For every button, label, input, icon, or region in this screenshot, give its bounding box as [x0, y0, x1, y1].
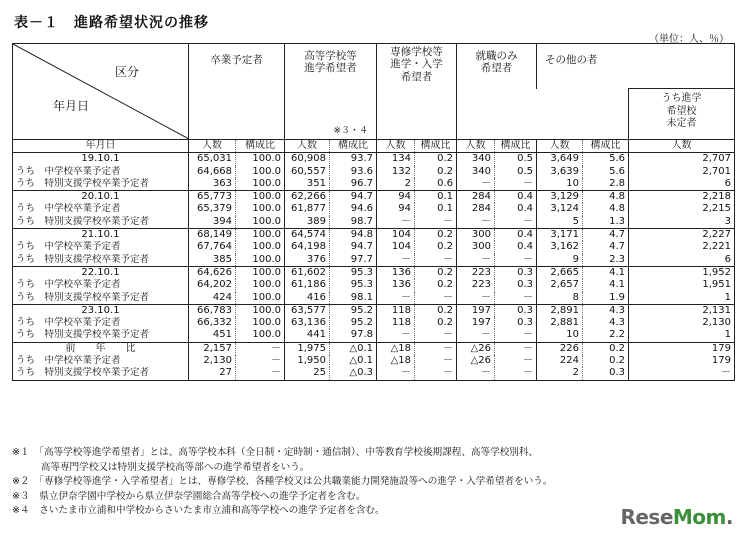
table-cell: 100.0 [236, 241, 285, 253]
table-cell: 0.2 [415, 304, 457, 317]
table-cell: － [457, 292, 495, 305]
header-col1-label: 卒業予定者 [210, 54, 263, 66]
table-cell: 2.8 [583, 178, 629, 191]
subheader-ninzu: 人数 [189, 140, 236, 153]
header-col4 [457, 44, 537, 140]
table-cell: 4.3 [583, 304, 629, 317]
table-cell: 2,157 [189, 342, 236, 355]
table-cell: 3,639 [537, 166, 583, 178]
table-cell: 340 [457, 166, 495, 178]
table-cell: 300 [457, 229, 495, 242]
table-cell: 340 [457, 153, 495, 166]
table-cell: 0.2 [583, 355, 629, 367]
table-cell: 2,881 [537, 317, 583, 329]
table-cell: 3,162 [537, 241, 583, 253]
table-cell: － [495, 254, 537, 267]
table-cell: △0.1 [330, 355, 377, 367]
subheader-ninzu: 人数 [537, 140, 583, 153]
table-cell: 64,202 [189, 279, 236, 291]
header-col5-label: その他の者 [545, 54, 598, 66]
row-sub-label: うち 特別支援学校卒業予定者 [16, 215, 150, 227]
table-cell: 94.6 [330, 203, 377, 215]
unit-label: （単位：人、％） [649, 34, 729, 45]
table-cell: 100.0 [236, 266, 285, 279]
logo-dot: . [725, 505, 733, 529]
table-cell: － [495, 329, 537, 342]
table-cell: － [415, 367, 457, 380]
table-cell: 197 [457, 304, 495, 317]
table-cell: 0.3 [495, 279, 537, 291]
table-cell: 1 [629, 329, 735, 342]
table-cell: － [415, 254, 457, 267]
diagonal-line [13, 44, 189, 139]
header-col5 [537, 44, 735, 89]
table-cell: 394 [189, 216, 236, 229]
table-cell: 0.2 [415, 266, 457, 279]
table-cell: 10 [537, 178, 583, 191]
table-cell: 0.3 [495, 304, 537, 317]
table-cell: 63,136 [285, 317, 330, 329]
table-cell: 0.5 [495, 166, 537, 178]
table-cell: 0.2 [415, 241, 457, 253]
table-cell: 0.2 [583, 342, 629, 355]
table-cell: 4.3 [583, 317, 629, 329]
header-diagonal-cell [13, 44, 189, 140]
table-cell: 136 [377, 266, 415, 279]
table-cell: 2,707 [629, 153, 735, 166]
header-col3-line1: 専修学校等 [390, 46, 443, 58]
table-cell: 1.9 [583, 292, 629, 305]
table-cell: 1,952 [629, 266, 735, 279]
row-sub-label: うち 中学校卒業予定者 [16, 203, 121, 215]
footnote-1a: ※１ 「高等学校等進学希望者」とは、高等学校本科（全日制・定時制・通信制）、中等教育学校後期課程、高等学校別科、 [12, 447, 539, 458]
table-row [13, 317, 735, 329]
table-cell: 60,557 [285, 166, 330, 178]
row-sub-label: うち 中学校卒業予定者 [16, 355, 121, 367]
table-cell: － [236, 355, 285, 367]
table-cell: 6 [629, 254, 735, 267]
row-sub-label: うち 特別支援学校卒業予定者 [16, 329, 150, 341]
table-cell: 100.0 [236, 203, 285, 215]
header-col2 [285, 44, 377, 140]
table-cell: 223 [457, 266, 495, 279]
table-cell: 94.7 [330, 191, 377, 204]
table-cell: 0.4 [495, 203, 537, 215]
table-cell: 2,891 [537, 304, 583, 317]
header-nengappi: 年月日 [53, 99, 90, 113]
table-cell: 100.0 [236, 229, 285, 242]
table-cell: 2,227 [629, 229, 735, 242]
table-cell: 4.1 [583, 266, 629, 279]
subheader-kouseihi: 構成比 [583, 140, 629, 153]
table-cell: 64,626 [189, 266, 236, 279]
table-cell: 4.8 [583, 191, 629, 204]
row-date-label: 22.10.1 [13, 266, 189, 279]
table-cell: 25 [285, 367, 330, 380]
table-cell: 64,198 [285, 241, 330, 253]
table-cell: 424 [189, 292, 236, 305]
table-cell: － [457, 216, 495, 229]
table-row [13, 342, 735, 355]
table-cell: 3 [629, 216, 735, 229]
table-row [13, 216, 735, 229]
table-cell: － [457, 367, 495, 380]
row-sub-label: うち 特別支援学校卒業予定者 [16, 291, 150, 303]
table-cell: 5.6 [583, 166, 629, 178]
table-cell: 96.7 [330, 178, 377, 191]
table-cell: 27 [189, 367, 236, 380]
table-cell: 98.7 [330, 216, 377, 229]
table-row [13, 304, 735, 317]
header-col6-line2: 希望校 [666, 105, 697, 117]
table-cell: 61,602 [285, 266, 330, 279]
footnote-4: ※４ さいたま市立浦和中学校からさいたま市立浦和高等学校への進学予定者を含む。 [12, 505, 385, 517]
table-cell: △0.3 [330, 367, 377, 380]
table-cell: 95.2 [330, 304, 377, 317]
table-cell: － [457, 254, 495, 267]
table-cell: 65,379 [189, 203, 236, 215]
table-cell: 351 [285, 178, 330, 191]
row-sub-label: うち 中学校卒業予定者 [16, 279, 121, 291]
table-cell: 0.5 [495, 153, 537, 166]
table-cell: 100.0 [236, 279, 285, 291]
table-cell: 100.0 [236, 254, 285, 267]
table-cell: 93.6 [330, 166, 377, 178]
subheader-ninzu: 人数 [377, 140, 415, 153]
table-cell: 1 [629, 292, 735, 305]
table-cell: 4.7 [583, 229, 629, 242]
table-cell: 0.6 [415, 178, 457, 191]
row-date-label: 23.10.1 [13, 304, 189, 317]
table-cell: 100.0 [236, 191, 285, 204]
row-sub-label: うち 特別支援学校卒業予定者 [16, 253, 150, 265]
header-col3-line3: 希望者 [400, 70, 433, 83]
table-cell: 389 [285, 216, 330, 229]
row-date-label: 20.10.1 [13, 191, 189, 204]
row-sub-label: うち 中学校卒業予定者 [16, 165, 121, 177]
table-cell: － [495, 355, 537, 367]
footnote-3: ※３ 県立伊奈学園中学校から県立伊奈学園総合高等学校への進学予定者を含む。 [12, 490, 366, 502]
subheader-ninzu: 人数 [629, 140, 735, 153]
table-cell: 2.3 [583, 254, 629, 267]
table-cell: 118 [377, 304, 415, 317]
table-cell: － [377, 254, 415, 267]
table-cell: 100.0 [236, 317, 285, 329]
table-cell: 2,221 [629, 241, 735, 253]
table-cell: － [415, 329, 457, 342]
table-cell: 97.8 [330, 329, 377, 342]
table-cell: 65,031 [189, 153, 236, 166]
table-cell: － [236, 342, 285, 355]
table-cell: 3,649 [537, 153, 583, 166]
table-cell: 226 [537, 342, 583, 355]
table-cell: 134 [377, 153, 415, 166]
table-cell: 64,574 [285, 229, 330, 242]
table-cell: 94.7 [330, 241, 377, 253]
table-cell: 98.1 [330, 292, 377, 305]
table-cell: 67,764 [189, 241, 236, 253]
table-row [13, 191, 735, 204]
table-cell: 100.0 [236, 153, 285, 166]
table-body [13, 153, 735, 380]
table-cell: － [236, 367, 285, 380]
table-cell: 94 [377, 191, 415, 204]
table-cell: 300 [457, 241, 495, 253]
table-cell: 66,332 [189, 317, 236, 329]
table-cell: － [495, 367, 537, 380]
table-cell: 0.2 [415, 153, 457, 166]
table-cell: 1,951 [629, 279, 735, 291]
row-date-label: 19.10.1 [13, 153, 189, 166]
table-cell: △18 [377, 355, 415, 367]
table-cell: △0.1 [330, 342, 377, 355]
table-cell: － [495, 342, 537, 355]
table-cell: 2.2 [583, 329, 629, 342]
career-table [12, 43, 735, 381]
table-cell: － [495, 216, 537, 229]
table-cell: 104 [377, 241, 415, 253]
table-cell: 62,266 [285, 191, 330, 204]
table-cell: 0.3 [583, 367, 629, 380]
table-cell: 6 [629, 178, 735, 191]
table-cell: 2,657 [537, 279, 583, 291]
table-row [13, 292, 735, 305]
table-cell: － [457, 329, 495, 342]
header-col6-line3: 未定者 [666, 118, 697, 130]
table-cell: 284 [457, 203, 495, 215]
table-cell: － [415, 342, 457, 355]
table-cell: － [415, 292, 457, 305]
table-cell: 100.0 [236, 292, 285, 305]
table-row [13, 241, 735, 253]
row-sub-label: うち 中学校卒業予定者 [16, 241, 121, 253]
table-cell: 95.2 [330, 317, 377, 329]
footnote-2: ※２ 「専修学校等進学・入学希望者」とは、専修学校、各種学校又は公共職業能力開発施設等への進学・入学希望者をいう。 [12, 476, 553, 488]
row-date-label: 前 年 比 [13, 342, 189, 355]
table-cell: △26 [457, 342, 495, 355]
table-cell: 0.2 [415, 166, 457, 178]
table-cell: 363 [189, 178, 236, 191]
table-cell: 0.2 [415, 279, 457, 291]
table-cell: 179 [629, 342, 735, 355]
header-kubun: 区分 [115, 65, 140, 79]
table-cell: 1.3 [583, 216, 629, 229]
header-col5-spacer [537, 89, 629, 140]
table-cell: 2,130 [189, 355, 236, 367]
table-cell: 0.1 [415, 191, 457, 204]
table-row [13, 229, 735, 242]
table-cell: 61,877 [285, 203, 330, 215]
table-cell: 2,131 [629, 304, 735, 317]
subheader-kouseihi: 構成比 [415, 140, 457, 153]
subheader-kouseihi: 構成比 [330, 140, 377, 153]
table-row [13, 329, 735, 342]
table-cell: 63,577 [285, 304, 330, 317]
table-cell: 104 [377, 229, 415, 242]
table-cell: 0.2 [415, 229, 457, 242]
resemom-logo [620, 505, 733, 529]
table-cell: － [629, 367, 735, 380]
table-cell: 68,149 [189, 229, 236, 242]
subheader-kouseihi: 構成比 [495, 140, 537, 153]
table-cell: 66,783 [189, 304, 236, 317]
row-sub-label: うち 特別支援学校卒業予定者 [16, 367, 150, 379]
table-cell: 93.7 [330, 153, 377, 166]
header-col6-line1: うち進学 [661, 93, 702, 105]
table-cell: 224 [537, 355, 583, 367]
table-cell: 5 [537, 216, 583, 229]
table-cell: － [377, 329, 415, 342]
table-cell: － [415, 355, 457, 367]
table-cell: 95.3 [330, 266, 377, 279]
table-cell: 2,130 [629, 317, 735, 329]
table-cell: 64,668 [189, 166, 236, 178]
table-cell: 2,215 [629, 203, 735, 215]
table-cell: 0.2 [415, 317, 457, 329]
table-row [13, 266, 735, 279]
logo-part1: Rese [620, 505, 673, 529]
table-cell: 0.4 [495, 229, 537, 242]
subheader-row-label: 年月日 [13, 140, 189, 153]
table-cell: 4.7 [583, 241, 629, 253]
table-cell: － [377, 292, 415, 305]
table-cell: 65,773 [189, 191, 236, 204]
table-cell: 376 [285, 254, 330, 267]
table-cell: 1,950 [285, 355, 330, 367]
table-row [13, 254, 735, 267]
table-cell: 136 [377, 279, 415, 291]
table-cell: 416 [285, 292, 330, 305]
table-cell: 100.0 [236, 178, 285, 191]
table-cell: 9 [537, 254, 583, 267]
table-cell: 5.6 [583, 153, 629, 166]
subheader-kouseihi: 構成比 [236, 140, 285, 153]
header-col3-line2: 進学・入学 [390, 58, 443, 71]
table-cell: 100.0 [236, 166, 285, 178]
table-row [13, 153, 735, 166]
table-cell: 223 [457, 279, 495, 291]
table-row [13, 355, 735, 367]
table-cell: 97.7 [330, 254, 377, 267]
header-col2-line1: 高等学校等 [304, 50, 357, 62]
table-cell: 95.3 [330, 279, 377, 291]
table-cell: 0.1 [415, 203, 457, 215]
header-col3 [377, 44, 457, 140]
table-cell: 100.0 [236, 216, 285, 229]
table-cell: 2 [377, 178, 415, 191]
table-cell: △26 [457, 355, 495, 367]
table-cell: 2,665 [537, 266, 583, 279]
table-cell: 2 [537, 367, 583, 380]
table-cell: 0.3 [495, 317, 537, 329]
logo-part2: Mom [672, 505, 726, 529]
table-cell: 451 [189, 329, 236, 342]
table-row [13, 203, 735, 215]
row-sub-label: うち 特別支援学校卒業予定者 [16, 177, 150, 189]
page-title: 表－１ 進路希望状況の推移 [14, 15, 209, 31]
subheader-ninzu: 人数 [457, 140, 495, 153]
table-cell: 10 [537, 329, 583, 342]
table-cell: 179 [629, 355, 735, 367]
header-col1 [189, 44, 285, 140]
table-cell: 94.8 [330, 229, 377, 242]
table-row [13, 279, 735, 291]
table-cell: 132 [377, 166, 415, 178]
footnotes [12, 446, 553, 519]
table-row [13, 178, 735, 191]
table-cell: 2,701 [629, 166, 735, 178]
subheader-ninzu: 人数 [285, 140, 330, 153]
table-cell: 100.0 [236, 329, 285, 342]
table-cell: 4.8 [583, 203, 629, 215]
header-col4-line2: 希望者 [480, 62, 513, 75]
header-col4-line1: 就職のみ [475, 50, 518, 62]
table-cell: △18 [377, 342, 415, 355]
footnote-1b: 高等専門学校又は特別支援学校高等部への進学希望者をいう。 [12, 461, 310, 473]
table-cell: － [495, 292, 537, 305]
table-cell: 2,218 [629, 191, 735, 204]
table-cell: 0.4 [495, 191, 537, 204]
table-cell: 0.4 [495, 241, 537, 253]
header-col2-note: ※３・４ [333, 125, 368, 136]
table-row [13, 166, 735, 178]
table-cell: 61,186 [285, 279, 330, 291]
table-cell: 3,124 [537, 203, 583, 215]
table-cell: － [377, 367, 415, 380]
table-cell: 3,171 [537, 229, 583, 242]
table-cell: 284 [457, 191, 495, 204]
header-col6 [629, 89, 735, 140]
table-cell: 94 [377, 203, 415, 215]
table-cell: 385 [189, 254, 236, 267]
table-cell: 197 [457, 317, 495, 329]
table-cell: 8 [537, 292, 583, 305]
table-cell: 118 [377, 317, 415, 329]
table-cell: － [495, 178, 537, 191]
row-sub-label: うち 中学校卒業予定者 [16, 317, 121, 329]
row-date-label: 21.10.1 [13, 229, 189, 242]
table-cell: 4.1 [583, 279, 629, 291]
table-cell: － [377, 216, 415, 229]
table-cell: 1,975 [285, 342, 330, 355]
table-cell: 441 [285, 329, 330, 342]
table-cell: － [415, 216, 457, 229]
table-cell: 60,908 [285, 153, 330, 166]
header-col2-line2: 進学希望者 [304, 62, 357, 75]
table-cell: 3,129 [537, 191, 583, 204]
table-cell: 0.3 [495, 266, 537, 279]
table-row [13, 367, 735, 380]
table-cell: 100.0 [236, 304, 285, 317]
table-cell: － [457, 178, 495, 191]
